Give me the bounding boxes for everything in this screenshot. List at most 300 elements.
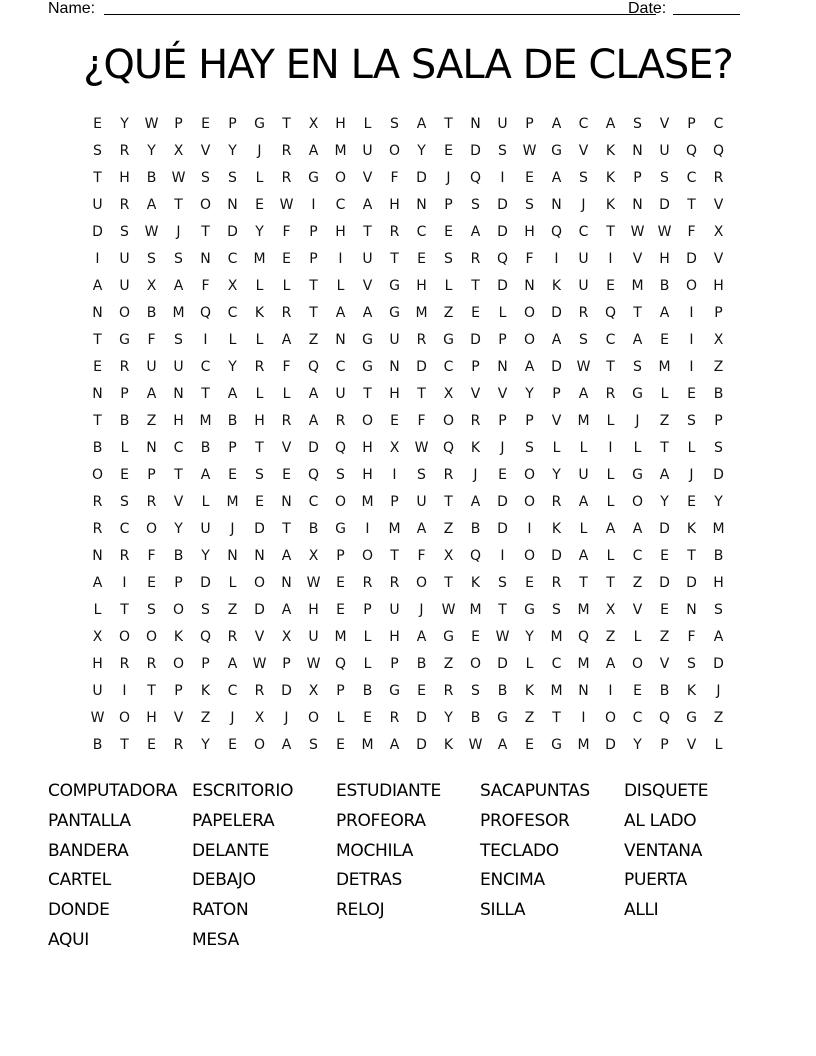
grid-cell: Z xyxy=(308,332,319,348)
grid-cell: V xyxy=(713,251,724,267)
grid-cell: O xyxy=(118,710,131,726)
grid-cell: L xyxy=(336,278,345,294)
grid-cell: D xyxy=(281,683,292,699)
grid-cell: R xyxy=(605,386,616,402)
grid-cell: O xyxy=(334,494,347,510)
grid-cell: L xyxy=(363,656,372,672)
grid-cell: C xyxy=(173,440,184,456)
grid-cell: I xyxy=(554,251,559,267)
grid-cell: C xyxy=(605,332,616,348)
grid-cell: A xyxy=(632,332,643,348)
grid-cell: T xyxy=(201,386,210,402)
grid-cell: I xyxy=(689,305,694,321)
grid-cell: H xyxy=(713,575,724,591)
grid-cell: Y xyxy=(444,710,453,726)
grid-cell: A xyxy=(146,386,157,402)
grid-cell: F xyxy=(417,413,426,429)
grid-cell: U xyxy=(119,251,130,267)
grid-cell: Q xyxy=(712,143,725,159)
grid-cell: O xyxy=(145,521,158,537)
grid-cell: D xyxy=(659,575,670,591)
grid-cell: Y xyxy=(525,386,534,402)
grid-cell: K xyxy=(605,170,616,186)
grid-cell: B xyxy=(119,413,130,429)
grid-cell: C xyxy=(200,359,211,375)
grid-cell: G xyxy=(443,332,454,348)
grid-cell: A xyxy=(335,305,346,321)
grid-cell: E xyxy=(93,116,102,132)
grid-cell: T xyxy=(390,251,399,267)
grid-cell: H xyxy=(335,224,346,240)
grid-cell: B xyxy=(146,305,157,321)
grid-cell: P xyxy=(147,467,156,483)
grid-cell: X xyxy=(713,224,724,240)
grid-cell: W xyxy=(252,656,267,672)
grid-cell: Q xyxy=(685,143,698,159)
grid-cell: S xyxy=(498,143,507,159)
grid-cell: I xyxy=(311,197,316,213)
grid-cell: E xyxy=(525,170,534,186)
grid-cell: I xyxy=(608,440,613,456)
grid-cell: X xyxy=(308,116,319,132)
grid-cell: G xyxy=(551,737,562,753)
grid-cell: A xyxy=(281,602,292,618)
grid-cell: L xyxy=(228,575,237,591)
grid-cell: E xyxy=(498,467,507,483)
grid-cell: A xyxy=(578,494,589,510)
grid-cell: C xyxy=(713,116,724,132)
grid-cell: R xyxy=(281,143,292,159)
grid-cell: R xyxy=(281,413,292,429)
grid-cell: D xyxy=(551,548,562,564)
grid-cell: S xyxy=(255,467,264,483)
grid-cell: P xyxy=(714,413,723,429)
grid-row xyxy=(84,732,732,759)
grid-row xyxy=(84,597,732,624)
word-list-item: COMPUTADORA xyxy=(48,781,178,801)
date-blank-line xyxy=(673,14,740,15)
grid-cell: B xyxy=(173,548,184,564)
grid-cell: T xyxy=(498,602,507,618)
grid-cell: M xyxy=(631,278,644,294)
word-list-item: AL LADO xyxy=(624,810,697,831)
grid-cell: A xyxy=(281,332,292,348)
grid-cell: H xyxy=(173,413,184,429)
grid-cell: A xyxy=(659,305,670,321)
grid-cell: O xyxy=(361,548,374,564)
word-list-item: MESA xyxy=(192,929,239,950)
grid-cell: S xyxy=(525,440,534,456)
grid-cell: S xyxy=(471,683,480,699)
grid-cell: X xyxy=(308,683,319,699)
grid-cell: L xyxy=(255,332,264,348)
grid-cell: P xyxy=(174,575,183,591)
grid-cell: V xyxy=(281,440,292,456)
grid-cell: D xyxy=(497,224,508,240)
grid-cell: I xyxy=(689,332,694,348)
grid-cell: Z xyxy=(605,629,616,645)
grid-cell: Y xyxy=(525,629,534,645)
grid-cell: Y xyxy=(228,359,237,375)
grid-cell: D xyxy=(713,656,724,672)
grid-cell: P xyxy=(471,359,480,375)
grid-cell: Q xyxy=(334,440,347,456)
grid-cell: J xyxy=(230,521,235,537)
word-list-item: AQUI xyxy=(48,929,89,950)
grid-cell: P xyxy=(714,305,723,321)
grid-cell: G xyxy=(254,116,265,132)
grid-cell: M xyxy=(712,521,725,537)
grid-cell: D xyxy=(416,170,427,186)
grid-cell: B xyxy=(146,170,157,186)
grid-cell: D xyxy=(713,467,724,483)
grid-cell: D xyxy=(416,737,427,753)
word-list-item: CARTEL xyxy=(48,870,111,891)
grid-cell: D xyxy=(686,251,697,267)
grid-cell: Y xyxy=(660,494,669,510)
grid-cell: T xyxy=(390,548,399,564)
word-list-item: RELOJ xyxy=(336,900,385,921)
grid-cell: E xyxy=(255,197,264,213)
grid-cell: A xyxy=(605,656,616,672)
grid-cell: R xyxy=(254,683,265,699)
word-list-item: TECLADO xyxy=(480,840,559,861)
grid-cell: H xyxy=(362,467,373,483)
grid-cell: V xyxy=(713,197,724,213)
grid-row xyxy=(84,192,732,219)
grid-cell: S xyxy=(444,251,453,267)
grid-cell: Q xyxy=(496,251,509,267)
grid-row xyxy=(84,273,732,300)
grid-cell: K xyxy=(686,683,697,699)
grid-cell: H xyxy=(119,170,130,186)
grid-cell: T xyxy=(579,575,588,591)
grid-cell: I xyxy=(122,575,127,591)
grid-cell: B xyxy=(92,440,103,456)
grid-cell: O xyxy=(442,413,455,429)
grid-cell: T xyxy=(282,116,291,132)
grid-cell: A xyxy=(551,170,562,186)
grid-cell: H xyxy=(146,710,157,726)
grid-cell: M xyxy=(361,737,374,753)
grid-cell: F xyxy=(282,224,291,240)
grid-cell: J xyxy=(473,467,478,483)
grid-cell: F xyxy=(525,251,534,267)
grid-cell: Z xyxy=(227,602,238,618)
grid-cell: R xyxy=(335,413,346,429)
grid-cell: C xyxy=(227,251,238,267)
grid-cell: X xyxy=(605,602,616,618)
grid-cell: R xyxy=(146,494,157,510)
word-list-item: ESTUDIANTE xyxy=(336,781,441,801)
grid-cell: H xyxy=(389,386,400,402)
grid-cell: N xyxy=(92,305,103,321)
grid-cell: D xyxy=(551,305,562,321)
grid-cell: D xyxy=(497,521,508,537)
grid-cell: C xyxy=(335,359,346,375)
grid-cell: V xyxy=(362,170,373,186)
grid-cell: J xyxy=(635,413,640,429)
grid-cell: T xyxy=(363,224,372,240)
grid-cell: O xyxy=(91,467,104,483)
grid-cell: O xyxy=(523,305,536,321)
grid-cell: E xyxy=(390,413,399,429)
grid-cell: M xyxy=(388,521,401,537)
grid-cell: H xyxy=(389,629,400,645)
grid-cell: A xyxy=(281,737,292,753)
grid-cell: A xyxy=(605,116,616,132)
grid-cell: L xyxy=(714,737,723,753)
grid-cell: D xyxy=(497,278,508,294)
grid-cell: W xyxy=(171,170,186,186)
grid-cell: O xyxy=(415,575,428,591)
grid-row xyxy=(84,408,732,435)
grid-cell: P xyxy=(498,413,507,429)
grid-cell: C xyxy=(686,170,697,186)
grid-cell: C xyxy=(416,224,427,240)
grid-cell: G xyxy=(335,521,346,537)
grid-cell: O xyxy=(307,710,320,726)
grid-cell: G xyxy=(632,386,643,402)
grid-cell: U xyxy=(389,332,400,348)
grid-row xyxy=(84,489,732,516)
grid-cell: V xyxy=(551,413,562,429)
grid-cell: V xyxy=(659,656,670,672)
grid-cell: B xyxy=(470,521,481,537)
grid-row xyxy=(84,570,732,597)
grid-cell: U xyxy=(146,359,157,375)
grid-cell: K xyxy=(605,197,616,213)
grid-cell: L xyxy=(363,629,372,645)
grid-cell: W xyxy=(630,224,645,240)
grid-cell: K xyxy=(443,737,454,753)
grid-cell: A xyxy=(551,116,562,132)
grid-cell: Q xyxy=(658,710,671,726)
grid-cell: T xyxy=(687,548,696,564)
grid-cell: S xyxy=(552,602,561,618)
grid-cell: N xyxy=(335,332,346,348)
grid-cell: L xyxy=(93,602,102,618)
grid-cell: S xyxy=(579,332,588,348)
grid-row xyxy=(84,624,732,651)
grid-cell: O xyxy=(253,737,266,753)
grid-cell: R xyxy=(92,494,103,510)
grid-cell: T xyxy=(363,386,372,402)
grid-cell: G xyxy=(443,629,454,645)
grid-cell: R xyxy=(713,170,724,186)
grid-cell: D xyxy=(470,332,481,348)
word-list-item: DETRAS xyxy=(336,870,402,891)
word-list-item: ESCRITORIO xyxy=(192,781,294,801)
grid-cell: Z xyxy=(146,413,157,429)
grid-cell: N xyxy=(632,143,643,159)
name-label: Name: xyxy=(48,0,96,17)
grid-cell: Y xyxy=(228,143,237,159)
grid-cell: S xyxy=(147,602,156,618)
grid-cell: P xyxy=(336,683,345,699)
grid-cell: F xyxy=(282,359,291,375)
grid-cell: X xyxy=(254,710,265,726)
grid-cell: I xyxy=(122,683,127,699)
grid-cell: R xyxy=(119,359,130,375)
grid-cell: T xyxy=(687,197,696,213)
grid-cell: Z xyxy=(443,656,454,672)
grid-cell: M xyxy=(172,305,185,321)
grid-cell: N xyxy=(497,359,508,375)
grid-cell: E xyxy=(228,467,237,483)
grid-cell: R xyxy=(578,305,589,321)
grid-cell: K xyxy=(686,521,697,537)
grid-cell: E xyxy=(417,683,426,699)
grid-cell: R xyxy=(551,575,562,591)
grid-cell: H xyxy=(713,278,724,294)
grid-cell: Z xyxy=(443,305,454,321)
grid-cell: V xyxy=(362,278,373,294)
grid-cell: L xyxy=(687,440,696,456)
grid-cell: F xyxy=(390,170,399,186)
grid-cell: B xyxy=(659,278,670,294)
grid-cell: U xyxy=(308,629,319,645)
grid-cell: J xyxy=(446,170,451,186)
grid-cell: P xyxy=(309,224,318,240)
grid-cell: I xyxy=(689,359,694,375)
grid-cell: T xyxy=(309,278,318,294)
grid-cell: R xyxy=(389,575,400,591)
grid-cell: O xyxy=(523,548,536,564)
grid-cell: S xyxy=(417,467,426,483)
grid-cell: U xyxy=(659,143,670,159)
grid-cell: O xyxy=(631,494,644,510)
grid-cell: Z xyxy=(200,710,211,726)
grid-cell: E xyxy=(444,224,453,240)
grid-cell: D xyxy=(200,575,211,591)
grid-cell: C xyxy=(632,548,643,564)
grid-cell: X xyxy=(713,332,724,348)
grid-cell: T xyxy=(147,683,156,699)
grid-cell: Y xyxy=(633,737,642,753)
grid-cell: N xyxy=(92,386,103,402)
grid-cell: G xyxy=(551,143,562,159)
grid-cell: Y xyxy=(552,467,561,483)
grid-cell: W xyxy=(306,656,321,672)
grid-cell: E xyxy=(147,575,156,591)
grid-cell: A xyxy=(416,521,427,537)
grid-cell: B xyxy=(92,737,103,753)
grid-cell: C xyxy=(551,656,562,672)
grid-cell: D xyxy=(551,359,562,375)
grid-cell: N xyxy=(551,197,562,213)
grid-cell: X xyxy=(308,548,319,564)
grid-cell: Y xyxy=(714,494,723,510)
grid-cell: K xyxy=(605,143,616,159)
grid-cell: F xyxy=(147,332,156,348)
grid-cell: W xyxy=(495,629,510,645)
grid-cell: O xyxy=(199,197,212,213)
grid-row xyxy=(84,543,732,570)
grid-cell: L xyxy=(579,521,588,537)
grid-cell: Z xyxy=(713,359,724,375)
grid-cell: G xyxy=(119,332,130,348)
grid-cell: D xyxy=(416,359,427,375)
grid-cell: G xyxy=(362,332,373,348)
grid-cell: I xyxy=(500,170,505,186)
grid-cell: S xyxy=(633,116,642,132)
word-list-item: DONDE xyxy=(48,900,110,921)
grid-row xyxy=(84,138,732,165)
grid-cell: B xyxy=(470,710,481,726)
page-title: ¿QUÉ HAY EN LA SALA DE CLASE? xyxy=(83,42,733,88)
grid-cell: Z xyxy=(443,521,454,537)
grid-cell: S xyxy=(525,197,534,213)
word-list-item: ALLI xyxy=(624,900,659,921)
grid-cell: I xyxy=(527,521,532,537)
grid-cell: P xyxy=(120,386,129,402)
grid-cell: E xyxy=(525,737,534,753)
grid-cell: A xyxy=(227,656,238,672)
grid-cell: L xyxy=(201,494,210,510)
grid-cell: P xyxy=(525,413,534,429)
grid-cell: T xyxy=(174,197,183,213)
word-list-item: ENCIMA xyxy=(480,870,545,891)
grid-cell: U xyxy=(200,521,211,537)
grid-cell: M xyxy=(469,602,482,618)
grid-cell: M xyxy=(550,683,563,699)
grid-cell: E xyxy=(93,359,102,375)
grid-cell: M xyxy=(226,494,239,510)
word-list-item: PAPELERA xyxy=(192,810,275,831)
grid-cell: L xyxy=(363,116,372,132)
grid-cell: M xyxy=(253,251,266,267)
grid-cell: I xyxy=(95,251,100,267)
grid-cell: I xyxy=(608,251,613,267)
grid-cell: L xyxy=(525,656,534,672)
grid-cell: I xyxy=(203,332,208,348)
grid-cell: A xyxy=(578,548,589,564)
grid-cell: W xyxy=(90,710,105,726)
grid-cell: A xyxy=(470,494,481,510)
grid-cell: E xyxy=(282,251,291,267)
grid-cell: T xyxy=(633,305,642,321)
word-list-item: PROFEORA xyxy=(336,810,426,831)
grid-cell: U xyxy=(119,278,130,294)
grid-cell: J xyxy=(284,710,289,726)
grid-cell: H xyxy=(389,197,400,213)
grid-cell: H xyxy=(254,413,265,429)
grid-cell: E xyxy=(201,116,210,132)
grid-cell: W xyxy=(144,224,159,240)
name-blank-line xyxy=(104,14,656,15)
grid-cell: N xyxy=(227,548,238,564)
grid-row xyxy=(84,219,732,246)
grid-cell: A xyxy=(227,386,238,402)
grid-cell: T xyxy=(417,386,426,402)
grid-cell: C xyxy=(308,494,319,510)
grid-cell: A xyxy=(92,278,103,294)
grid-cell: M xyxy=(334,143,347,159)
grid-cell: R xyxy=(389,224,400,240)
grid-cell: X xyxy=(146,278,157,294)
grid-cell: K xyxy=(551,521,562,537)
grid-cell: P xyxy=(336,548,345,564)
grid-cell: W xyxy=(468,737,483,753)
grid-cell: E xyxy=(660,332,669,348)
grid-cell: E xyxy=(228,737,237,753)
grid-cell: N xyxy=(578,683,589,699)
grid-cell: O xyxy=(388,143,401,159)
grid-cell: K xyxy=(254,305,265,321)
grid-cell: E xyxy=(363,710,372,726)
grid-cell: L xyxy=(282,386,291,402)
